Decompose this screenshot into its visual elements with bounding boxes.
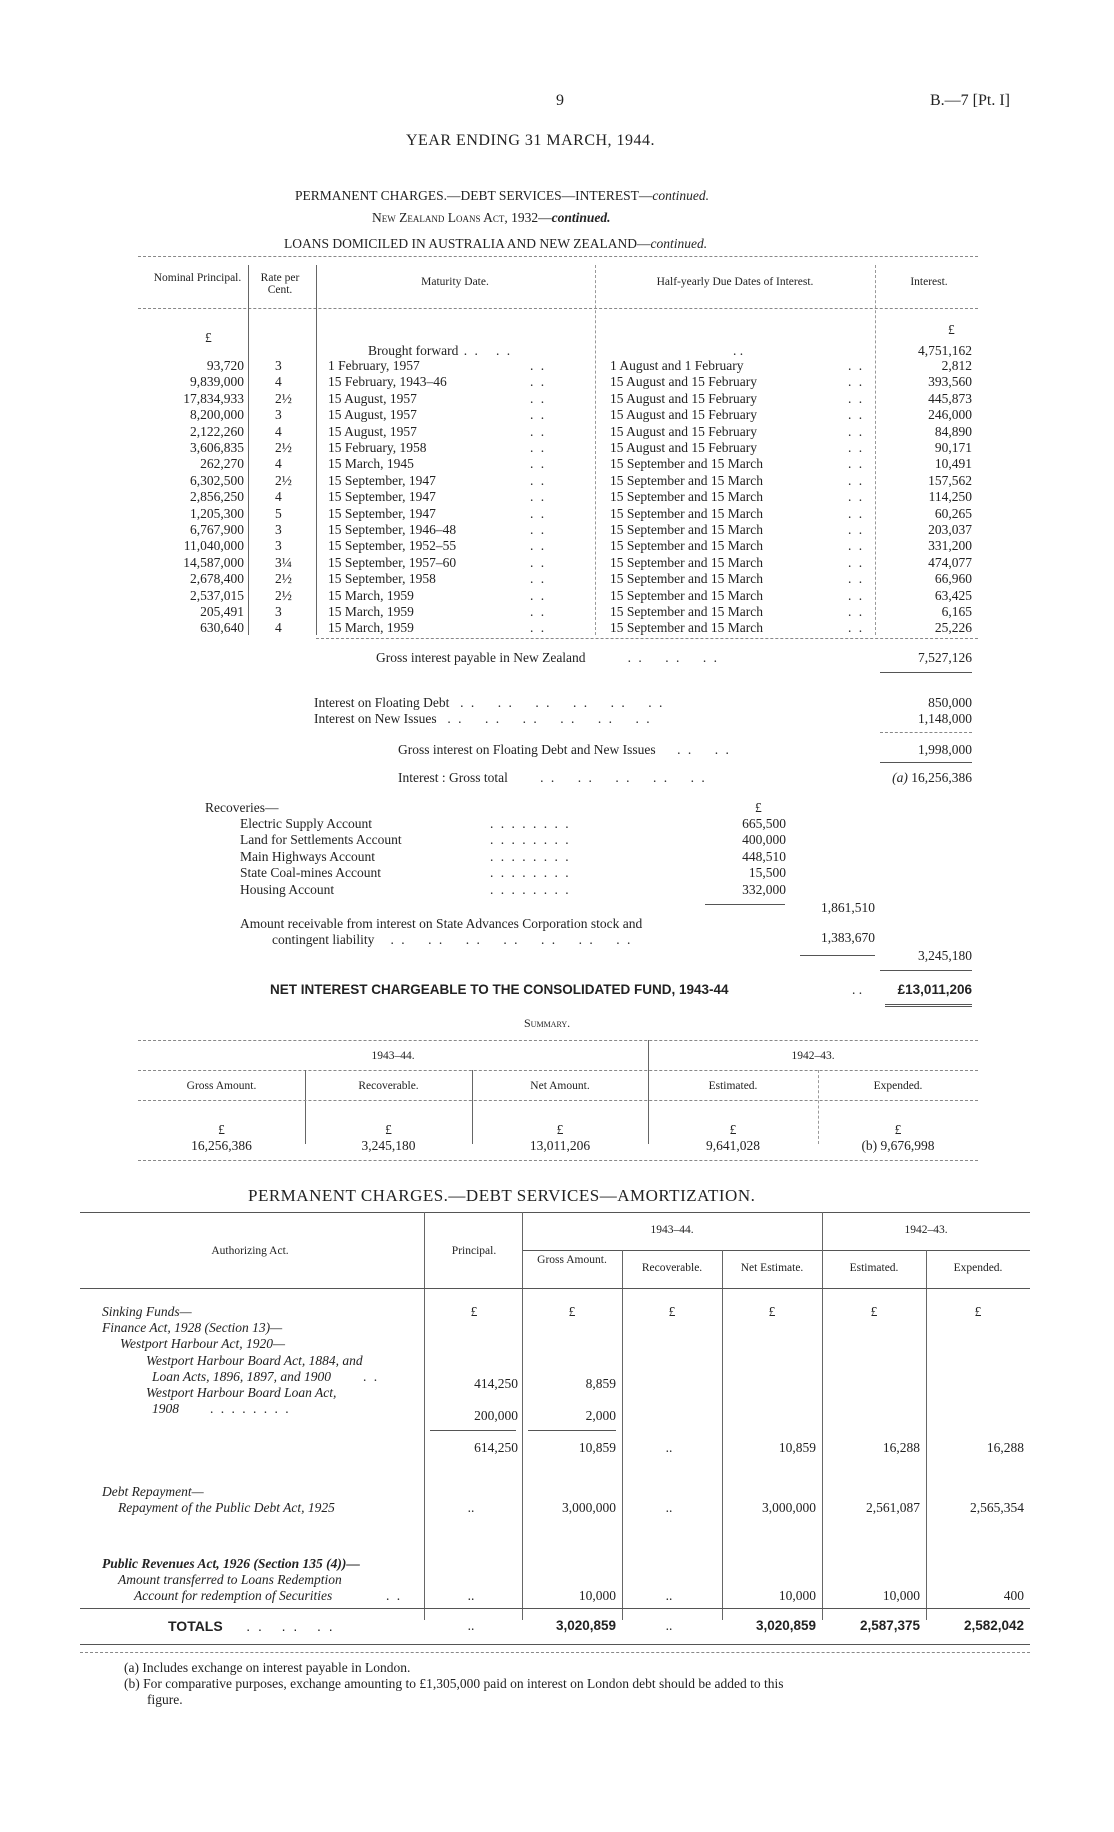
row-dots: . . [848,374,865,390]
row-principal: 1,205,300 [190,505,244,521]
principal-pound-sign: £ [205,330,212,345]
recovery-dots: . . . . . . . . [490,832,571,848]
amort-cell-recoverable: .. [665,1440,673,1455]
col-authorizing-act: Authorizing Act. [211,1245,289,1257]
row-dots: . . [530,620,547,636]
row-dots: . . [530,489,547,505]
public-revenues-line: Account for redemption of Securities [134,1588,333,1603]
row-maturity: 15 September, 1947 [328,505,436,521]
amort-cell-net: 10,859 [778,1440,816,1455]
row-maturity: 15 February, 1958 [328,440,427,455]
receivable-line2: contingent liability . . . . . . . . . . . . . . [272,932,633,947]
row-maturity: 15 September, 1947 [328,489,436,505]
row-due-dates: 15 August and 15 February [610,390,757,406]
interest-subtitle-text: New Zealand Loans Act, 1932— [372,210,552,225]
row-dots: . . [530,505,547,521]
row-dots: . . [530,522,547,537]
row-rate: 3 [275,522,282,537]
row-dots: . . [530,374,547,390]
col-rate: Rate per Cent. [260,272,300,296]
recovery-value: 665,500 [742,816,786,831]
interest-title-continued: continued. [652,188,709,203]
sinking-row2-principal: 200,000 [474,1408,518,1423]
gross-nz-value: 7,527,126 [918,650,972,665]
recovery-label: State Coal-mines Account [240,865,381,881]
amort-cell-recoverable: .. [665,1618,673,1633]
row-maturity: 15 August, 1957 [328,390,417,406]
row-principal: 9,839,000 [190,374,244,390]
row-principal: 2,122,260 [190,423,244,439]
sinking-line: Loan Acts, 1896, 1897, and 1900 [152,1368,332,1384]
interest-title-text: PERMANENT CHARGES.—DEBT SERVICES—INTEREST— [295,188,653,203]
summary-col-header: Net Amount. [530,1080,590,1092]
gross-total-number: 16,256,386 [911,770,972,785]
row-dots: . . [530,554,547,570]
row-interest: 331,200 [928,538,972,554]
floating-debt-label: Interest on Floating Debt . . . . . . . . . . . . [314,695,665,710]
amort-cell-gross: 10,859 [578,1440,616,1455]
amort-pound-sign: £ [768,1304,776,1319]
row-dots: . . [530,390,547,406]
recovery-label: Housing Account [240,881,335,897]
row-dots: . . [848,423,865,439]
receivable-value: 1,383,670 [821,930,875,945]
summary-value: 3,245,180 [361,1138,416,1153]
receivable-line2-text: contingent liability [272,932,375,947]
amort-cell-net: 3,020,859 [755,1618,816,1633]
row-dots: . . [848,456,865,472]
gross-total-value [840,770,972,786]
recovery-label: Electric Supply Account [240,816,372,831]
row-maturity: 15 February, 1943–46 [328,374,447,390]
row-principal: 6,302,500 [190,472,244,488]
amort-pound-sign: £ [870,1304,878,1319]
sinking-line: Sinking Funds— [102,1304,192,1319]
amort-cell-principal: .. [467,1500,475,1515]
row-rate: 4 [275,489,282,505]
row-principal: 262,270 [200,456,244,472]
amort-cell-estimated: 10,000 [882,1588,920,1603]
row-dots: . . [848,489,865,505]
row-interest: 84,890 [934,423,972,439]
recovery-dots: . . . . . . . . [490,865,571,881]
row-due-dates: 15 September and 15 March [610,604,763,619]
row-rate: 4 [275,456,282,472]
row-maturity: 15 March, 1945 [328,456,414,472]
row-due-dates: 15 August and 15 February [610,374,757,390]
floating-debt-value: 850,000 [928,695,972,710]
summary-pound-sign: £ [218,1122,225,1137]
row-due-dates: 15 September and 15 March [610,538,763,554]
amort-cell-estimated: 2,587,375 [859,1618,920,1633]
summary-col-header: Expended. [873,1080,923,1092]
row-interest: 157,562 [928,472,972,488]
row-interest: 2,812 [941,358,972,373]
amortization-title: PERMANENT CHARGES.—DEBT SERVICES—AMORTIZATION. [248,1186,756,1205]
row-dots: . . [848,505,865,521]
summary-col-header: Recoverable. [358,1080,419,1092]
summary-period-1942: 1942–43. [791,1050,835,1062]
row-dots: . . [848,538,865,554]
gross-floating-value: 1,998,000 [918,742,972,757]
sinking-line: Westport Harbour Board Loan Act, [146,1385,337,1400]
sinking-line: Westport Harbour Act, 1920— [120,1336,286,1352]
sinking-row2-gross: 2,000 [585,1408,616,1423]
col-interest: Interest. [910,276,948,288]
amort-cell-net: 10,000 [778,1588,816,1603]
row-rate: 4 [275,374,282,390]
row-dots: . . [848,472,865,488]
row-principal: 2,856,250 [190,489,244,505]
interest-subtitle [372,210,611,226]
row-principal: 8,200,000 [190,407,244,423]
col-nominal-principal: Nominal Principal. [153,272,242,284]
row-interest: 6,165 [941,604,972,619]
summary-value: 9,641,028 [706,1138,760,1153]
row-dots: . . [848,571,865,587]
row-maturity: 15 August, 1957 [328,407,417,423]
recovery-dots: . . . . . . . . [490,881,571,897]
row-maturity: 15 September, 1946–48 [328,522,457,537]
summary-period-1943: 1943–44. [371,1050,415,1062]
row-principal: 6,767,900 [190,522,244,537]
new-issues-label: Interest on New Issues . . . . . . . . . . . . [314,711,652,726]
amort-subcol-header: Gross Amount. [537,1254,607,1266]
row-due-dates: 15 September and 15 March [610,489,763,505]
summary-col-header: Gross Amount. [186,1080,257,1092]
row-rate: 2½ [275,587,292,603]
amort-cell-expended: 400 [1003,1588,1024,1603]
recoveries-label: Recoveries— [205,800,279,815]
public-dots: . . [386,1588,403,1603]
amort-cell-gross: 3,000,000 [562,1500,616,1515]
loans-domiciled-text: LOANS DOMICILED IN AUSTRALIA AND NEW ZEALAND— [284,236,651,251]
row-dots: . . [848,620,865,636]
row-dots: . . [530,423,547,439]
totals-text: TOTALS [168,1618,223,1634]
row-maturity: 15 September, 1957–60 [328,554,457,570]
row-maturity: 15 March, 1959 [328,604,414,619]
row-rate: 4 [275,620,282,636]
row-due-dates: 1 August and 1 February [610,358,744,373]
row-interest: 474,077 [928,554,972,570]
row-interest: 66,960 [934,571,972,587]
sinking-line: Westport Harbour Board Act, 1884, and [146,1352,363,1368]
amort-subcol-header: Net Estimate. [740,1262,804,1274]
row-principal: 205,491 [200,604,244,619]
gross-nz-label: Gross interest payable in New Zealand . . . . . . [376,650,719,665]
amort-cell-expended: 2,582,042 [963,1618,1024,1633]
amort-cell-principal: .. [467,1588,475,1603]
recovery-value: 332,000 [742,881,786,897]
row-dots: . . [848,440,865,455]
debt-line: Debt Repayment— [102,1484,204,1499]
row-interest: 203,037 [928,522,972,537]
receivable-line1: Amount receivable from interest on State Advances Corporation stock and [240,916,643,931]
new-issues-text: Interest on New Issues [314,711,437,726]
col-due-dates: Half-yearly Due Dates of Interest. [656,276,814,288]
page-number: 9 [556,92,564,109]
row-maturity: 15 September, 1947 [328,472,436,488]
row-due-dates: 15 August and 15 February [610,440,757,455]
row-interest: 10,491 [934,456,972,472]
row-due-dates: 15 September and 15 March [610,620,763,636]
recoveries-total: 3,245,180 [918,948,972,963]
summary-title: Summary. [524,1016,571,1030]
row-dots: . . [530,358,547,373]
row-due-dates: 15 September and 15 March [610,554,763,570]
amort-subcol-header: Recoverable. [641,1262,703,1274]
amort-cell-gross: 10,000 [578,1588,616,1603]
sinking-line: Finance Act, 1928 (Section 13)— [102,1320,283,1336]
row-rate: 5 [275,505,282,521]
row-rate: 3 [275,358,282,373]
brought-forward-label: Brought forward . . . . [368,343,513,358]
row-dots: . . [530,587,547,603]
row-principal: 93,720 [206,358,244,373]
interest-subtitle-continued: continued. [551,210,611,225]
amort-cell-expended: 2,565,354 [970,1500,1024,1515]
brought-forward-value: 4,751,162 [918,343,972,358]
row-dots: . . [848,587,865,603]
recovery-label: Main Highways Account [240,848,375,864]
row-principal: 2,678,400 [190,571,244,587]
amort-pound-sign: £ [568,1304,576,1319]
row-rate: 2½ [275,390,292,406]
row-rate: 2½ [275,571,292,587]
recovery-label: Land for Settlements Account [240,832,402,848]
row-principal: 17,834,933 [183,390,244,406]
row-principal: 14,587,000 [183,554,244,570]
row-due-dates: 15 September and 15 March [610,505,763,521]
new-issues-value: 1,148,000 [918,711,972,726]
row-rate: 3 [275,407,282,423]
row-maturity: 15 August, 1957 [328,423,417,439]
public-revenues-line: Public Revenues Act, 1926 (Section 135 (4))— [102,1556,360,1571]
amort-subcol-header: Expended. [953,1262,1003,1274]
summary-pound-sign: £ [556,1122,564,1137]
gross-floating-label: Gross interest on Floating Debt and New Issues . . . . [398,742,731,757]
row-principal: 3,606,835 [190,440,244,455]
row-dots: . . [848,604,865,619]
amort-pound-sign: £ [470,1304,478,1319]
gross-floating-text: Gross interest on Floating Debt and New Issues [398,742,656,757]
row-due-dates: 15 August and 15 February [610,423,757,439]
row-dots: . . [530,604,547,619]
row-rate: 3 [275,538,282,554]
recovery-value: 400,000 [742,832,786,848]
summary-pound-sign: £ [729,1122,737,1137]
row-maturity: 15 September, 1952–55 [328,538,457,554]
amort-pound-sign: £ [668,1304,676,1319]
summary-value: 16,256,386 [191,1138,252,1153]
amort-cell-estimated: 16,288 [882,1440,920,1455]
row-due-dates: 15 September and 15 March [610,571,763,587]
footnote-b-line1: (b) For comparative purposes, exchange amounting to £1,305,000 paid on interest on London debt should be added to this [124,1676,784,1691]
recoveries-pound-sign: £ [755,800,762,815]
row-interest: 60,265 [934,505,972,521]
row-dots: . . [530,571,547,587]
public-revenues-line: Amount transferred to Loans Redemption [118,1572,342,1587]
sinking-line: 1908 [152,1401,179,1417]
recoveries-subtotal: 1,861,510 [821,900,875,915]
gross-total-text: Interest : Gross total [398,770,508,785]
interest-pound-sign: £ [948,322,955,337]
row-dots: . . [530,472,547,488]
summary-pound-sign: £ [385,1122,392,1137]
row-interest: 246,000 [928,407,972,423]
row-maturity: 15 September, 1958 [328,571,436,587]
interest-section-title [295,188,709,204]
row-due-dates: 15 September and 15 March [610,472,763,488]
row-dots: . . [530,538,547,554]
row-interest: 25,226 [934,620,972,636]
year-title: YEAR ENDING 31 MARCH, 1944. [406,132,656,149]
row-interest: 445,873 [928,390,972,406]
row-principal: 2,537,015 [190,587,244,603]
recovery-value: 448,510 [742,848,786,864]
row-dots: . . [530,456,547,472]
totals-label: TOTALS . . . . . . [168,1618,335,1634]
row-rate: 3¼ [275,554,292,570]
row-interest: 393,560 [928,374,972,390]
loans-domiciled-title [284,236,707,252]
row-due-dates: 15 August and 15 February [610,407,757,423]
amort-subcol-header: Estimated. [849,1262,899,1274]
row-dots: . . [848,522,865,537]
recovery-dots: . . . . . . . . [490,816,571,831]
loans-domiciled-continued: continued. [650,236,708,251]
summary-pound-sign: £ [894,1122,902,1137]
summary-value: (b) 9,676,998 [861,1138,935,1153]
row-principal: 11,040,000 [183,538,244,554]
summary-col-header: Estimated. [708,1080,758,1092]
row-interest: 63,425 [934,587,972,603]
sinking-dots: . . [363,1368,380,1384]
row-principal: 630,640 [200,620,244,636]
col-principal: Principal. [451,1245,497,1257]
row-rate: 4 [275,423,282,439]
row-maturity: 1 February, 1957 [328,358,420,373]
row-due-dates: 15 September and 15 March [610,587,763,603]
row-dots: . . [530,407,547,423]
row-due-dates: 15 September and 15 March [610,522,763,537]
row-dots: . . [848,390,865,406]
row-maturity: 15 March, 1959 [328,620,414,636]
recovery-dots: . . . . . . . . [490,848,571,864]
sinking-row1-principal: 414,250 [474,1376,518,1391]
recovery-value: 15,500 [748,865,786,881]
row-due-dates: 15 September and 15 March [610,456,763,472]
footnote-a: (a) Includes exchange on interest payable in London. [124,1660,411,1675]
gross-total-note: (a) [892,770,908,785]
row-dots: . . [848,407,865,423]
amort-pound-sign: £ [974,1304,982,1319]
row-interest: 114,250 [928,489,972,505]
document-reference: B.—7 [Pt. I] [930,92,1010,109]
amort-period-1942: 1942–43. [904,1224,948,1236]
gross-total-label: Interest : Gross total . . . . . . . . . . [398,770,707,785]
amort-cell-net: 3,000,000 [762,1500,816,1515]
gross-nz-text: Gross interest payable in New Zealand [376,650,586,665]
row-rate: 2½ [275,472,292,488]
footnote-b-line2: figure. [147,1692,183,1707]
summary-value: 13,011,206 [529,1138,591,1153]
col-maturity: Maturity Date. [421,276,489,288]
amort-cell-recoverable: .. [665,1588,673,1603]
row-dots: . . [848,554,865,570]
net-interest-value: £13,011,206 [897,982,972,997]
debt-line: Repayment of the Public Debt Act, 1925 [118,1500,335,1515]
amort-cell-principal: 614,250 [474,1440,518,1455]
sinking-row1-gross: 8,859 [585,1376,616,1391]
row-dots: . . [848,358,865,373]
net-interest-label: NET INTEREST CHARGEABLE TO THE CONSOLIDATED FUND, 1943-44 [270,982,729,997]
floating-debt-text: Interest on Floating Debt [314,695,450,710]
row-rate: 3 [275,604,282,619]
amort-cell-estimated: 2,561,087 [866,1500,920,1515]
row-rate: 2½ [275,440,292,455]
row-dots: . . [530,440,547,455]
row-interest: 90,171 [934,440,972,455]
amort-period-1943: 1943–44. [650,1224,694,1236]
amort-cell-expended: 16,288 [986,1440,1024,1455]
row-maturity: 15 March, 1959 [328,587,414,603]
amort-cell-principal: .. [467,1618,475,1633]
amort-cell-recoverable: .. [665,1500,673,1515]
sinking-dots: . . . . . . . . [210,1401,291,1417]
brought-forward-text: Brought forward [368,343,459,358]
amort-cell-gross: 3,020,859 [555,1618,616,1633]
